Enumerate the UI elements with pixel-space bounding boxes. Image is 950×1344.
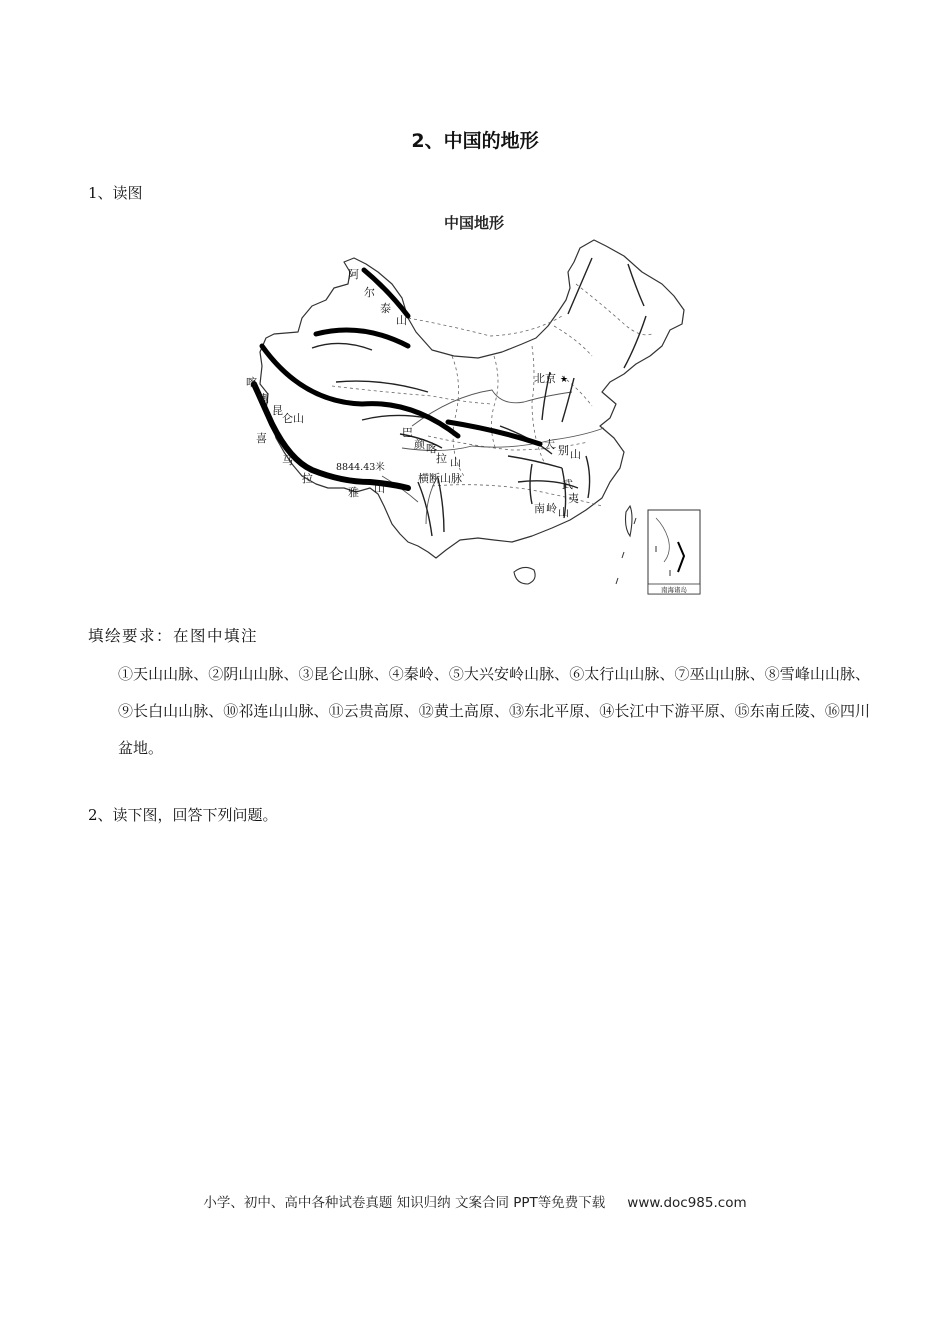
- page-footer: [0, 1191, 950, 1211]
- label-kunlun-1: 昆: [272, 404, 283, 417]
- inset-label: 南海诸岛: [661, 586, 687, 594]
- label-bayan-3: 喀: [426, 442, 437, 455]
- label-altai-2: 尔: [364, 286, 375, 299]
- fill-requirement-label: 填绘要求：在图中填注: [88, 627, 259, 645]
- south-sea-inset: [648, 510, 700, 594]
- label-himalaya-2: 马: [282, 454, 293, 467]
- label-nanling-1: 南: [534, 502, 545, 515]
- label-karakoram-2: 喇: [258, 392, 269, 405]
- china-terrain-map: [232, 206, 712, 598]
- label-beijing: 北京: [534, 372, 556, 385]
- label-kunlun-2: 仑山: [282, 412, 304, 425]
- taiwan-island: [626, 506, 633, 536]
- label-dabie-2: 别: [558, 444, 569, 457]
- label-wuyi-3: 山: [558, 506, 569, 519]
- fill-requirement-list: ①天山山脉、②阴山山脉、③昆仑山脉、④秦岭、⑤大兴安岭山脉、⑥太行山山脉、⑦巫山山脉、⑧雪峰山山脉、⑨长白山山脉、⑩祁连山山脉、⑪云贵高原、⑫黄土高原、⑬东北平原、⑭长江中下游平原、⑮东南丘陵、⑯四川盆地。: [118, 665, 870, 757]
- label-altai-4: 山: [396, 314, 407, 327]
- page-title: 2、中国的地形: [411, 130, 539, 152]
- qinling-range: [448, 422, 540, 444]
- label-karakoram-1: 喀: [246, 376, 257, 389]
- label-altai-1: 阿: [348, 268, 359, 281]
- label-himalaya-1: 喜: [256, 432, 267, 445]
- label-altai-3: 泰: [380, 302, 391, 315]
- question-1-heading: 1、读图: [88, 184, 143, 202]
- footer-text: 小学、初中、高中各种试卷真题 知识归纳 文案合同 PPT等免费下载: [203, 1195, 606, 1211]
- footer-site: www.doc985.com: [627, 1195, 747, 1211]
- label-bayan-2: 颜: [414, 438, 425, 451]
- map-title: 中国地形: [443, 214, 505, 232]
- map-svg: [232, 206, 712, 598]
- label-wuyi-2: 夷: [568, 492, 579, 505]
- label-nanling-2: 岭: [546, 502, 557, 515]
- question-2-heading: 2、读下图，回答下列问题。: [88, 806, 278, 824]
- label-dabie-3: 山: [570, 448, 581, 461]
- label-himalaya-3: 拉: [302, 472, 313, 485]
- label-bayan-1: 巴: [402, 426, 413, 439]
- label-hengduan: 横断山脉: [418, 472, 462, 485]
- label-everest: 8844.43米: [336, 462, 385, 473]
- label-himalaya-5: 山: [374, 482, 385, 495]
- label-bayan-5: 山: [450, 456, 461, 469]
- hainan-island: [514, 567, 535, 584]
- major-ranges: [254, 270, 540, 488]
- label-dabie-1: 大: [544, 438, 555, 451]
- label-wuyi-1: 武: [562, 478, 573, 491]
- label-himalaya-4: 雅: [348, 486, 359, 499]
- label-bayan-4: 拉: [436, 452, 447, 465]
- beijing-star-icon: ★: [560, 375, 569, 385]
